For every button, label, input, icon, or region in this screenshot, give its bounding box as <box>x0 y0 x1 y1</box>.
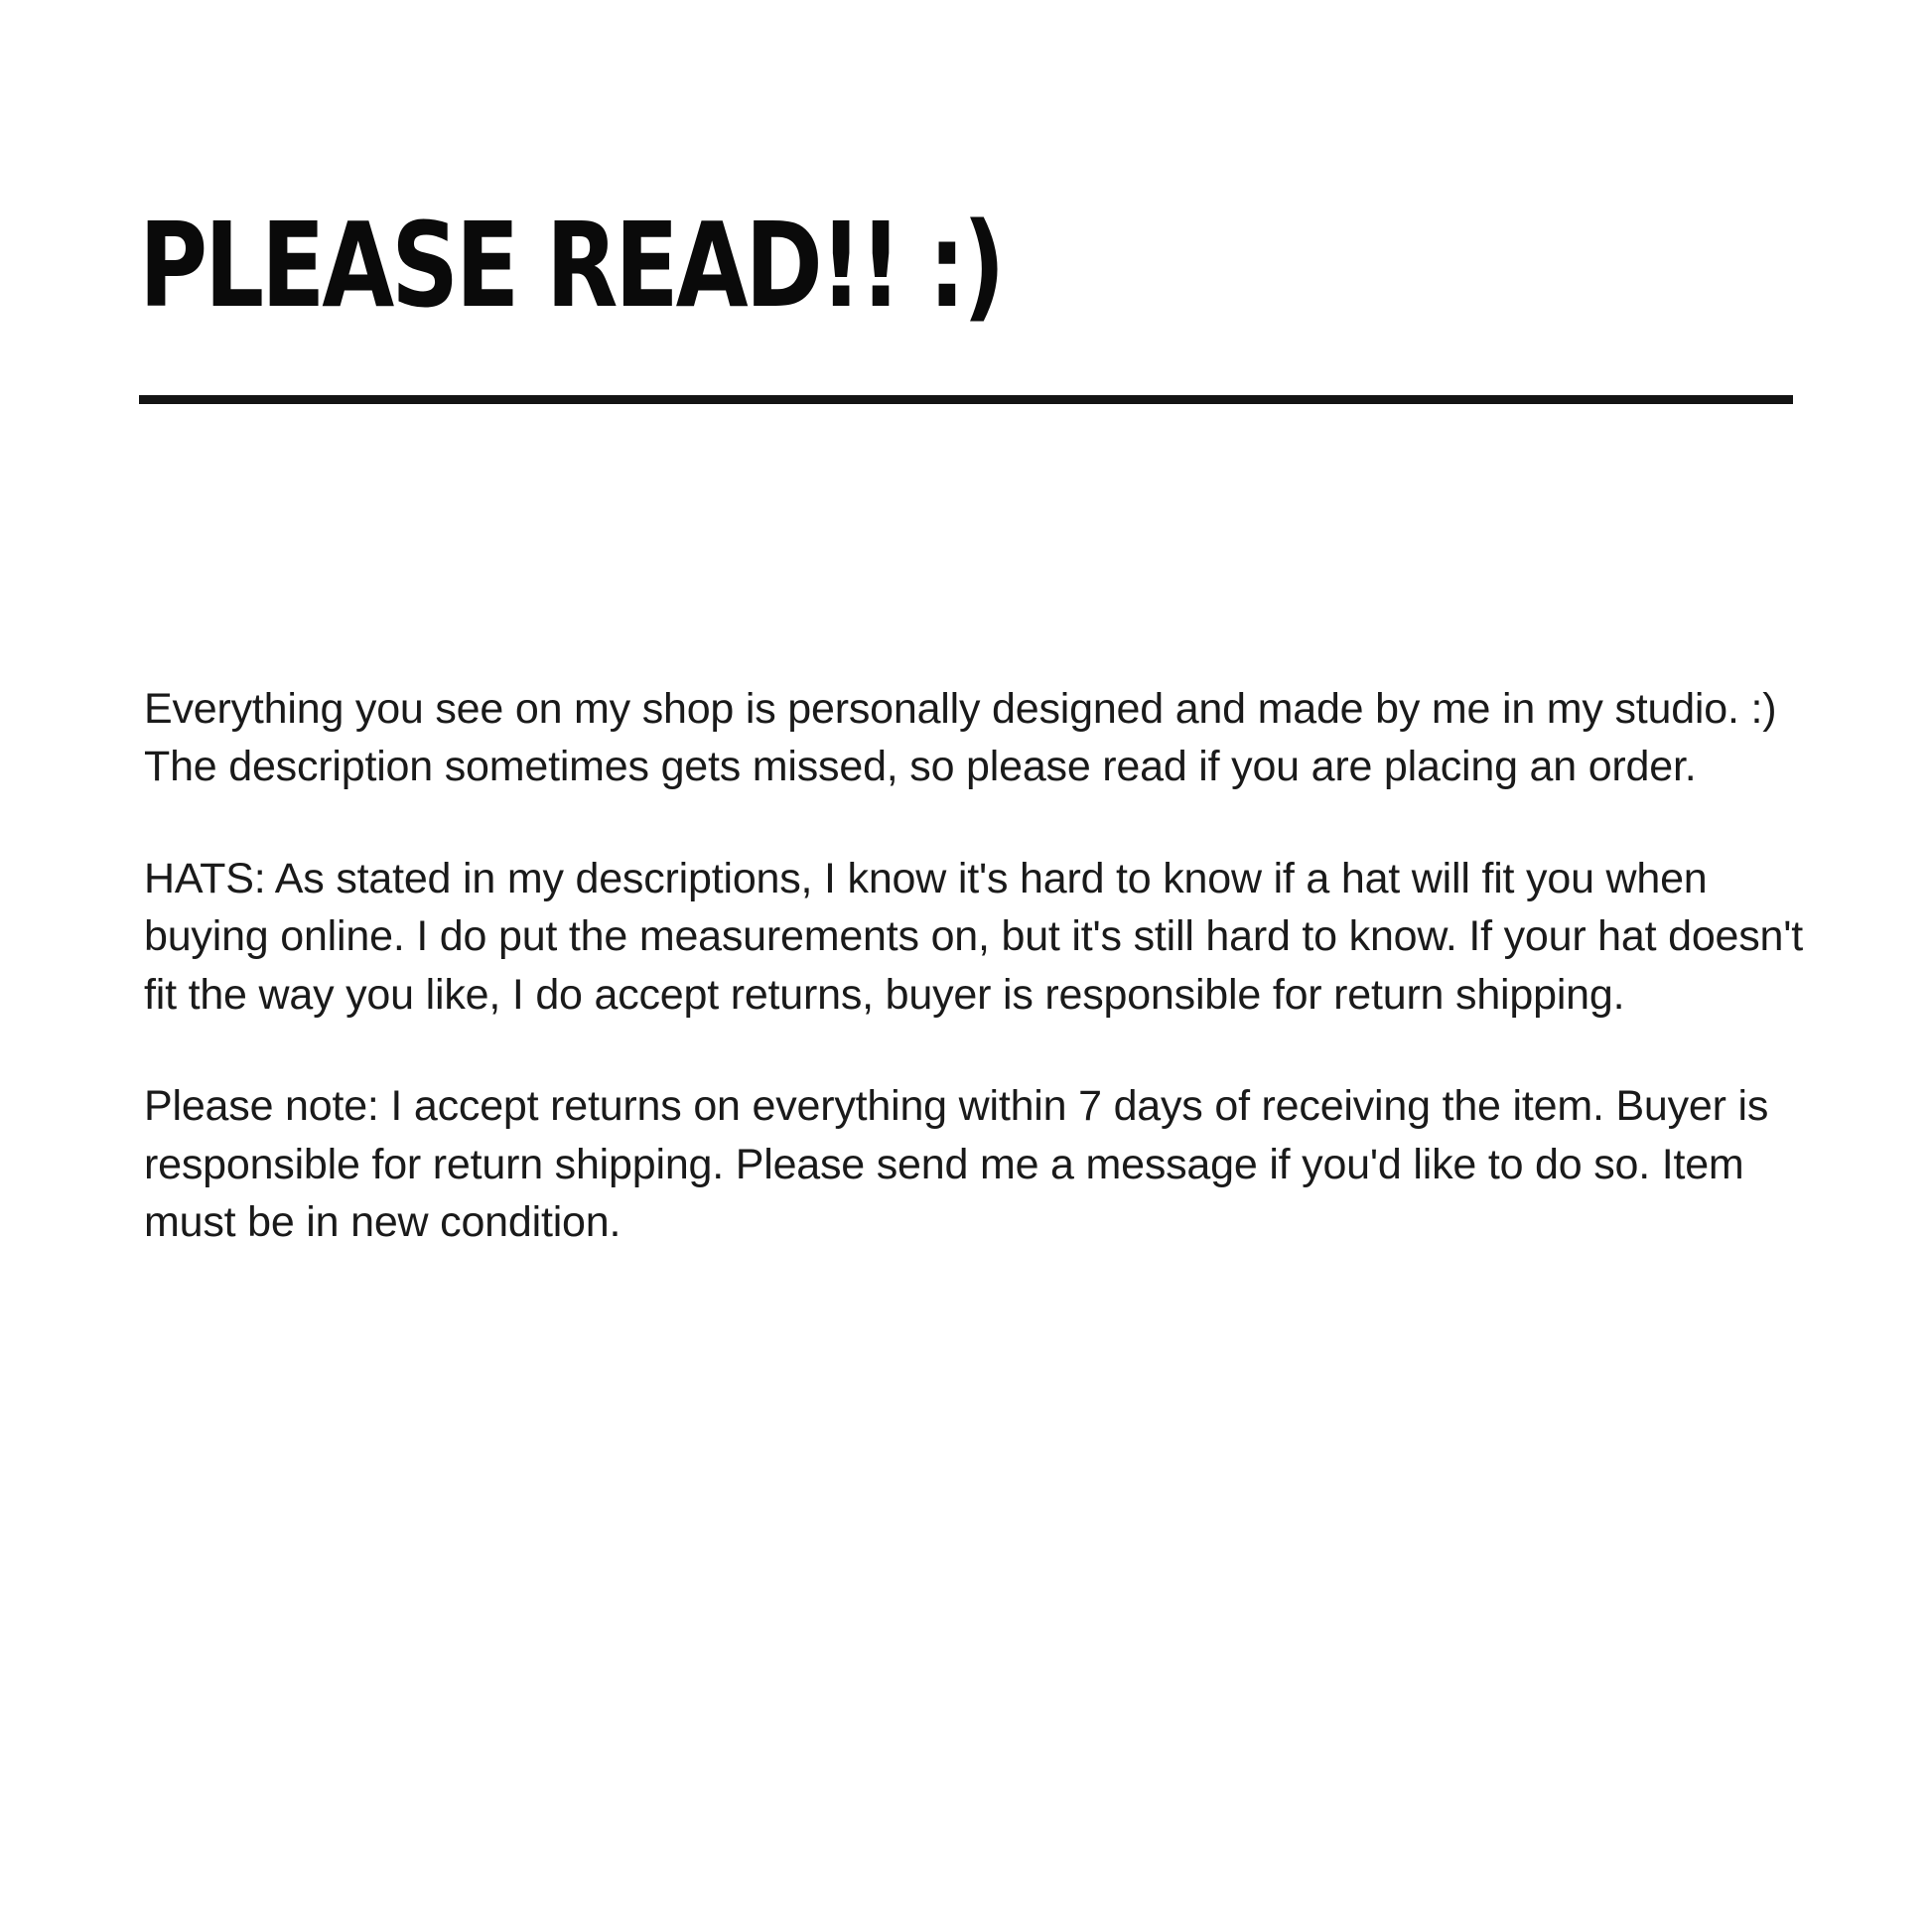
body-copy <box>144 680 1812 1252</box>
paragraph-intro: Everything you see on my shop is personally designed and made by me in my studio. :) The description sometimes gets missed, so please read if you are placing an order. <box>144 685 1777 791</box>
page-title: PLEASE READ!! :) <box>139 197 1003 334</box>
paragraph-hats: HATS: As stated in my descriptions, I know it's hard to know if a hat will fit you when buying online. I do put the measurements on, but it's still hard to know. If your hat doesn't fit the way you like, I do accept returns, buyer is responsible for return shipping. <box>144 854 1804 1019</box>
paragraph-returns: Please note: I accept returns on everything within 7 days of receiving the item. Buyer is responsible for return shipping. Please send me a message if you'd like to do so. Item must be in new condition. <box>144 1082 1769 1247</box>
title-divider <box>139 395 1793 404</box>
